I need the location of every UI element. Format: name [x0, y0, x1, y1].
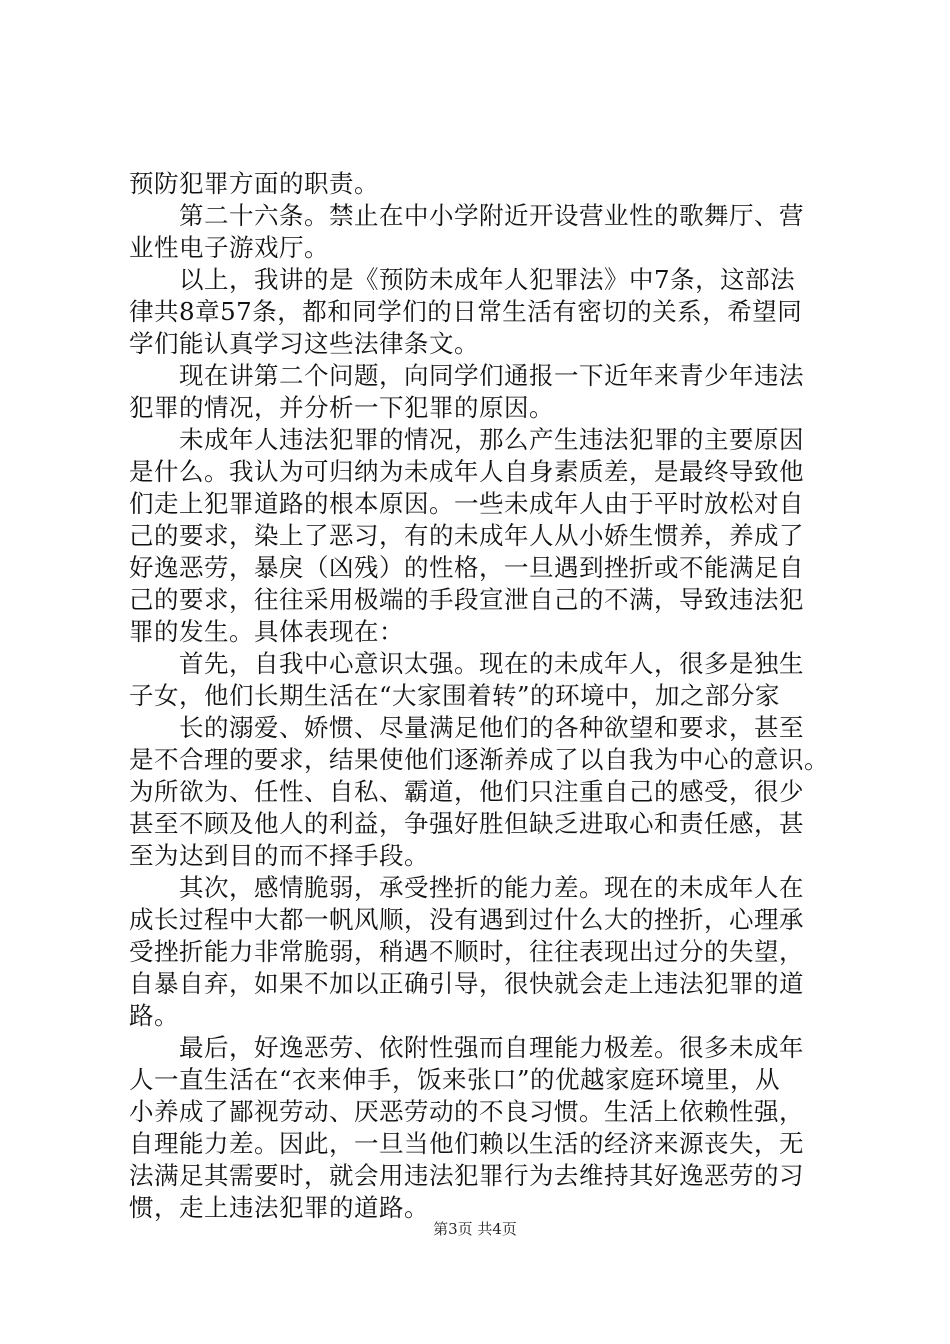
text-line: 学们能认真学习这些法律条文。: [129, 329, 479, 358]
text-line: 长的溺爱、娇惯、尽量满足他们的各种欲望和要求，甚至: [129, 713, 804, 742]
text-line: 路。: [129, 1001, 179, 1030]
text-line: 们走上犯罪道路的根本原因。一些未成年人由于平时放松对自: [129, 489, 804, 518]
text-line: 至为达到目的而不择手段。: [129, 841, 429, 870]
text-line: 现在讲第二个问题，向同学们通报一下近年来青少年违法: [129, 361, 804, 390]
text-line: 人一直生活在“衣来伸手，饭来张口”的优越家庭环境里，从: [129, 1065, 781, 1094]
text-line: 首先，自我中心意识太强。现在的未成年人，很多是独生: [129, 649, 804, 678]
text-line: 自理能力差。因此，一旦当他们赖以生活的经济来源丧失，无: [129, 1129, 804, 1158]
text-line: 未成年人违法犯罪的情况，那么产生违法犯罪的主要原因: [129, 425, 804, 454]
text-line: 最后，好逸恶劳、依附性强而自理能力极差。很多未成年: [129, 1033, 804, 1062]
text-line: 受挫折能力非常脆弱，稍遇不顺时，往往表现出过分的失望，: [129, 937, 804, 966]
text-line: 小养成了鄙视劳动、厌恶劳动的不良习惯。生活上依赖性强，: [129, 1097, 804, 1126]
text-line: 甚至不顾及他人的利益，争强好胜但缺乏进取心和责任感，甚: [129, 809, 804, 838]
text-line: 己的要求，往往采用极端的手段宣泄自己的不满，导致违法犯: [129, 585, 804, 614]
text-line: 预防犯罪方面的职责。: [129, 169, 379, 198]
text-line: 为所欲为、任性、自私、霸道，他们只注重自己的感受，很少: [129, 777, 804, 806]
text-line: 是不合理的要求，结果使他们逐渐养成了以自我为中心的意识。: [129, 745, 829, 774]
text-line: 子女，他们长期生活在“大家围着转”的环境中，加之部分家: [129, 681, 781, 710]
text-line: 第二十六条。禁止在中小学附近开设营业性的歌舞厅、营: [129, 201, 804, 230]
page-number-footer: 第3页 共4页: [433, 1220, 517, 1238]
text-line: 其次，感情脆弱，承受挫折的能力差。现在的未成年人在: [129, 873, 804, 902]
text-line: 业性电子游戏厅。: [129, 233, 329, 262]
text-line: 好逸恶劳，暴戾（凶残）的性格，一旦遇到挫折或不能满足自: [129, 553, 804, 582]
text-line: 法满足其需要时，就会用违法犯罪行为去维持其好逸恶劳的习: [129, 1161, 804, 1190]
text-line: 己的要求，染上了恶习，有的未成年人从小娇生惯养，养成了: [129, 521, 804, 550]
text-line: 罪的发生。具体表现在：: [129, 617, 404, 646]
text-line: 惯，走上违法犯罪的道路。: [129, 1193, 429, 1222]
text-line: 成长过程中大都一帆风顺，没有遇到过什么大的挫折，心理承: [129, 905, 804, 934]
text-line: 律共8章57条，都和同学们的日常生活有密切的关系，希望同: [129, 297, 803, 326]
text-line: 自暴自弃，如果不加以正确引导，很快就会走上违法犯罪的道: [129, 969, 804, 998]
text-line: 以上，我讲的是《预防未成年人犯罪法》中7条，这部法: [129, 265, 796, 294]
text-line: 是什么。我认为可归纳为未成年人自身素质差，是最终导致他: [129, 457, 804, 486]
text-line: 犯罪的情况，并分析一下犯罪的原因。: [129, 393, 554, 422]
